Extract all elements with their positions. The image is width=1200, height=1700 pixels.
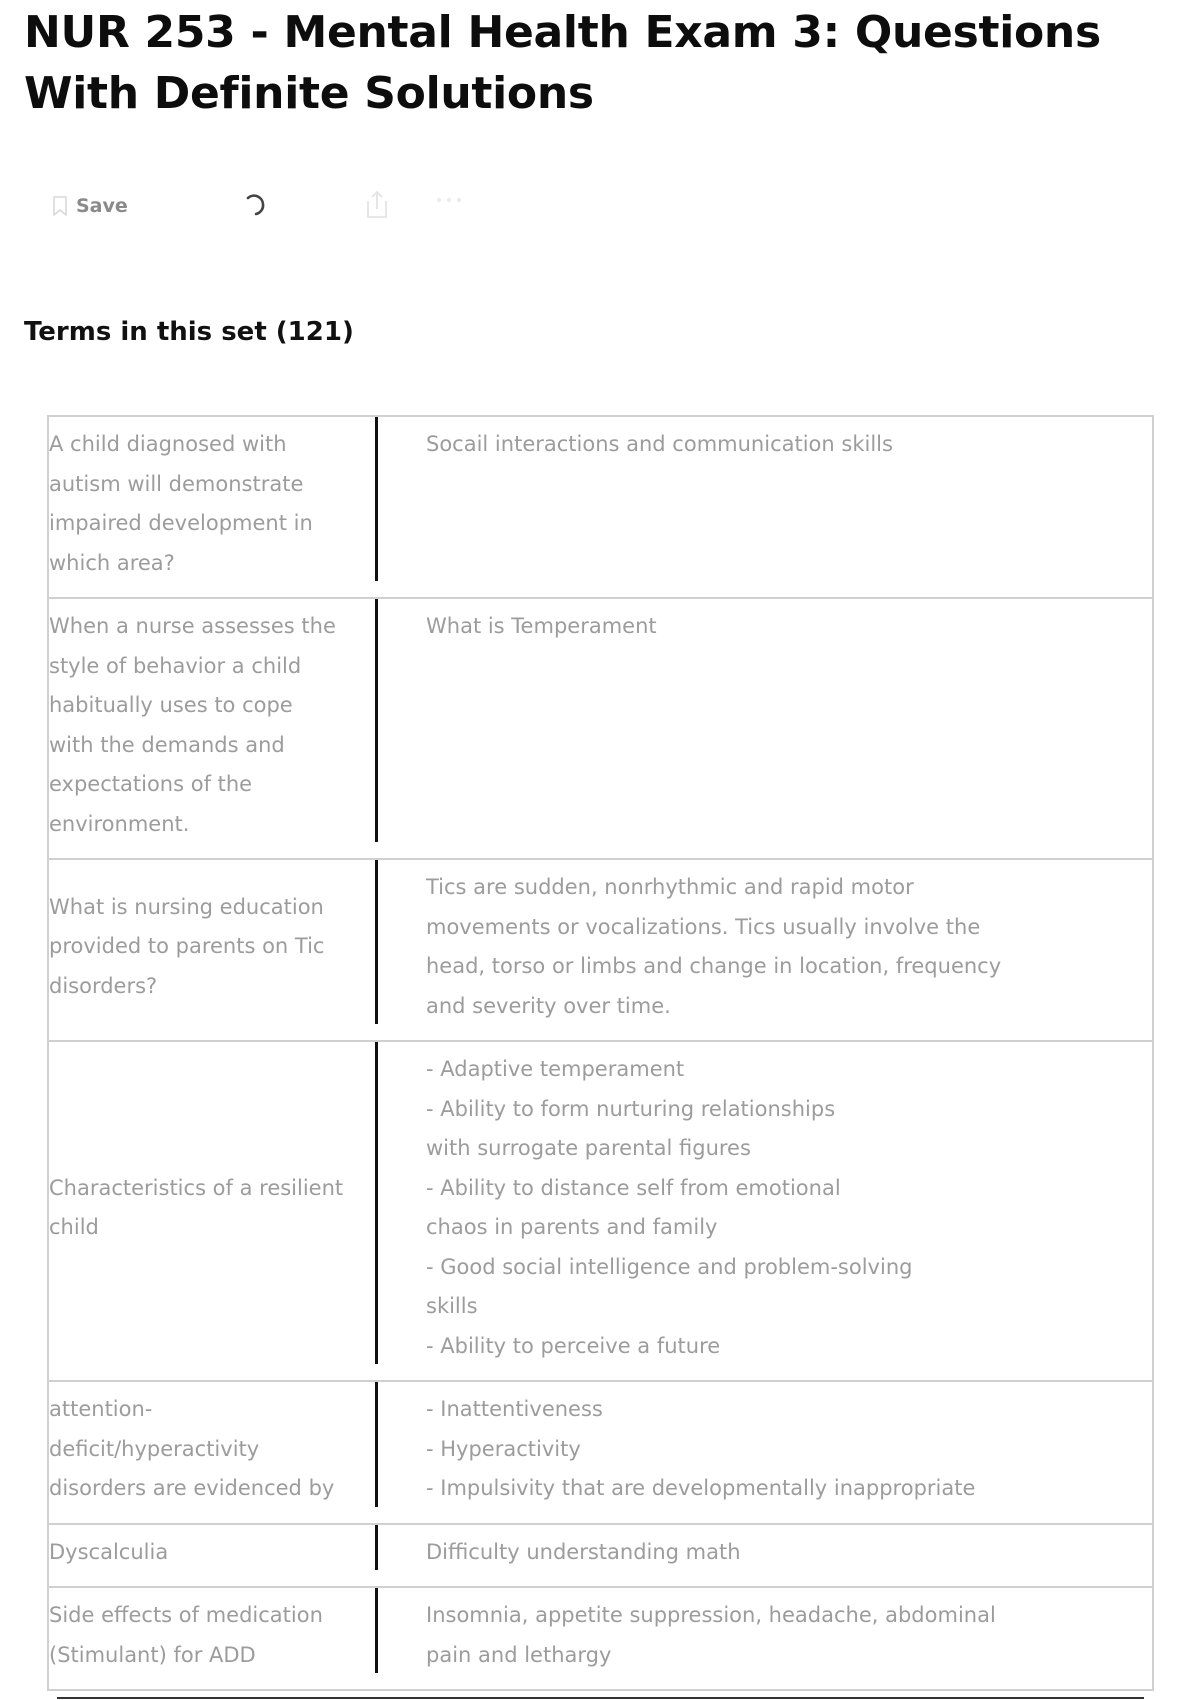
column-divider — [375, 599, 378, 842]
table-row — [48, 1381, 1153, 1524]
column-divider — [375, 1588, 378, 1673]
definition-text: - Inattentiveness - Hyperactivity - Impulsivity that are developmentally inappropriate — [426, 1397, 976, 1500]
definition-cell — [378, 1524, 1153, 1588]
more-icon — [434, 194, 464, 209]
table-row — [48, 1041, 1153, 1381]
term-cell — [48, 859, 378, 1041]
column-divider — [375, 1382, 378, 1507]
page-title: NUR 253 - Mental Health Exam 3: Questions With Definite Solutions — [24, 7, 1101, 119]
term-text: What is nursing education provided to parents on Tic disorders? — [49, 894, 325, 998]
term-cell — [48, 598, 378, 859]
column-divider — [375, 417, 378, 581]
definition-text: Difficulty understanding math — [426, 1539, 741, 1564]
term-text: Dyscalculia — [49, 1539, 169, 1564]
term-cell — [48, 416, 378, 598]
term-text: A child diagnosed with autism will demonstrate impaired development in which area? — [49, 432, 313, 575]
term-text: Characteristics of a resilient child — [49, 1175, 344, 1239]
term-cell — [48, 1041, 378, 1381]
term-text: When a nurse assesses the style of behavior a child habitually uses to cope with the demands and expectations of the environment. — [49, 614, 336, 836]
table-row — [48, 1524, 1153, 1588]
spinner-icon — [242, 192, 268, 222]
term-cell — [48, 1524, 378, 1588]
definition-text: - Adaptive temperament - Ability to form nurturing relationships with surrogate parental figures - Ability to distance self from emotional chaos in parents and family - Good social intelligence and problem-solving skills - Ability to perceive a future — [426, 1057, 913, 1358]
definition-cell — [378, 1041, 1153, 1381]
save-label: Save — [76, 195, 128, 217]
definition-cell — [378, 598, 1153, 859]
term-text: attention- deficit/hyperactivity disorders are evidenced by — [49, 1397, 335, 1500]
definition-text: Socail interactions and communication skills — [426, 432, 893, 456]
definition-text: What is Temperament — [426, 614, 657, 638]
definition-text: Tics are sudden, nonrhythmic and rapid motor movements or vocalizations. Tics usually involve the head, torso or limbs and change in location, frequency and severity over time. — [426, 875, 1002, 1018]
more-options-button[interactable] — [434, 194, 464, 209]
share-button[interactable] — [364, 189, 390, 224]
term-text: Side effects of medication (Stimulant) for ADD — [49, 1603, 323, 1667]
term-cell — [48, 1587, 378, 1690]
save-button[interactable] — [52, 188, 128, 224]
term-cell — [48, 1381, 378, 1524]
definition-cell — [378, 859, 1153, 1041]
terms-table — [47, 415, 1154, 1691]
bottom-divider — [57, 1697, 1144, 1699]
definition-cell — [378, 1587, 1153, 1690]
share-icon — [364, 209, 390, 224]
table-row — [48, 859, 1153, 1041]
column-divider — [375, 860, 378, 1024]
action-toolbar — [52, 188, 512, 224]
table-row — [48, 416, 1153, 598]
table-row — [48, 598, 1153, 859]
table-row — [48, 1587, 1153, 1690]
terms-count-heading: Terms in this set (121) — [24, 317, 354, 347]
definition-cell — [378, 416, 1153, 598]
definition-cell — [378, 1381, 1153, 1524]
column-divider — [375, 1042, 378, 1364]
bookmark-icon — [52, 196, 68, 216]
column-divider — [375, 1525, 378, 1571]
definition-text: Insomnia, appetite suppression, headache, abdominal pain and lethargy — [426, 1603, 996, 1667]
